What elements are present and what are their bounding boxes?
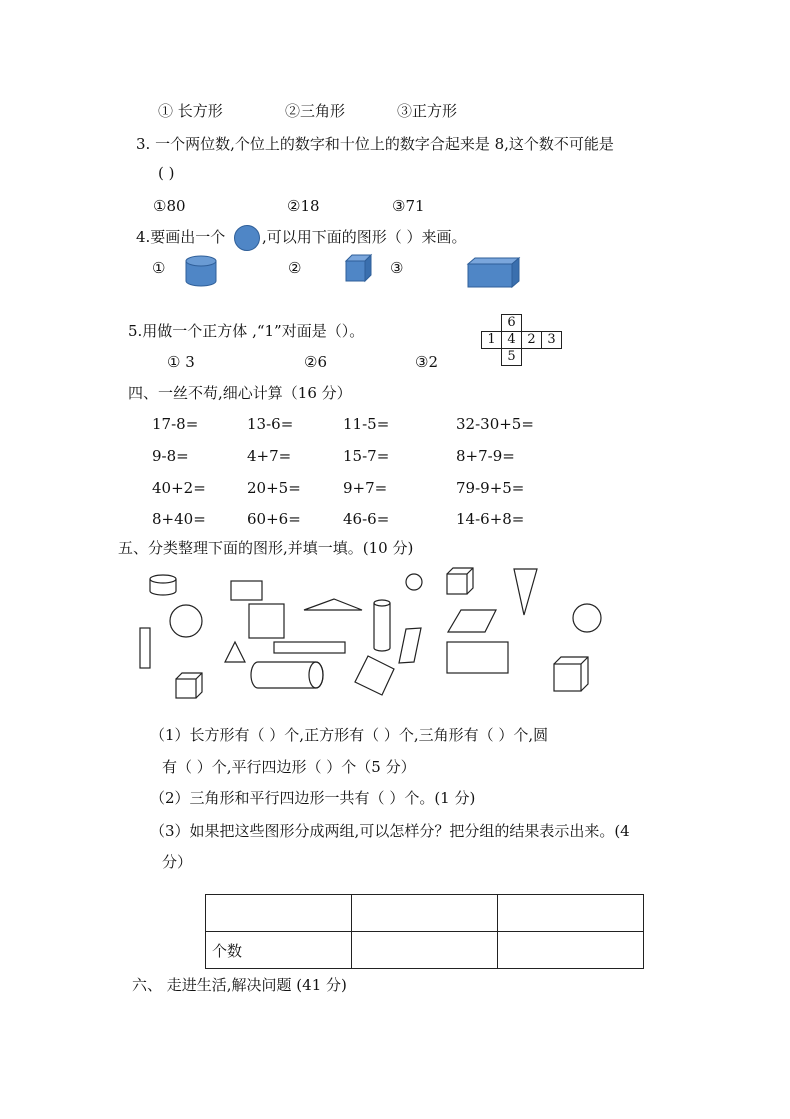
triangle-small [225, 642, 245, 662]
calc-4-4: 14-6+8= [456, 510, 525, 528]
calc-4-1: 8+40= [152, 510, 206, 528]
flat-triangle [304, 599, 362, 610]
table-row [206, 932, 644, 969]
calc-1-3: 11-5= [343, 415, 390, 433]
cylinder-shape [186, 256, 216, 286]
q3-option-3: ③71 [392, 197, 425, 215]
net-cell-6: 6 [501, 314, 522, 332]
cube-shape [346, 255, 371, 281]
cube-outline-right [554, 657, 588, 691]
q2-option-1: ① 长方形 [158, 102, 223, 120]
q3-option-2: ②18 [287, 197, 320, 215]
q5-text: 5.用做一个正方体 ,“1”对面是（）。 [128, 322, 365, 340]
net-cell-1: 1 [481, 331, 502, 349]
s5-q1-line1: （1）长方形有（ ）个,正方形有（ ）个,三角形有（ ）个,圆 [150, 726, 549, 744]
calc-2-1: 9-8= [152, 447, 189, 465]
square-rotated [355, 656, 394, 695]
calc-4-3: 46-6= [343, 510, 390, 528]
calc-2-3: 15-7= [343, 447, 390, 465]
calc-1-4: 32-30+5= [456, 415, 534, 433]
calc-1-2: 13-6= [247, 415, 294, 433]
table-label-count: 个数 [206, 932, 352, 969]
q5-option-1: ① 3 [167, 353, 195, 371]
net-cell-2: 2 [521, 331, 542, 349]
circle-outline-right [573, 604, 601, 632]
table-row [206, 895, 644, 932]
grouping-table [205, 894, 644, 969]
section5-title: 五、分类整理下面的图形,并填一填。(10 分) [118, 539, 414, 557]
calc-3-1: 40+2= [152, 479, 206, 497]
q5-option-3: ③2 [415, 353, 438, 371]
net-cell-5: 5 [501, 348, 522, 366]
s5-q3-line1: （3）如果把这些图形分成两组,可以怎样分？把分组的结果表示出来。(4 [150, 822, 630, 840]
q3-option-1: ①80 [153, 197, 186, 215]
parallelogram-outline [448, 610, 496, 632]
calc-2-4: 8+7-9= [456, 447, 515, 465]
cube-outline-top [447, 568, 473, 594]
q3-text: 3. 一个两位数,个位上的数字和十位上的数字合起来是 8,这个数不可能是 [136, 135, 614, 153]
square-outline [249, 604, 284, 638]
section4-title: 四、一丝不苟,细心计算（16 分） [128, 384, 352, 402]
calc-1-1: 17-8= [152, 415, 199, 433]
q4-text-before: 4.要画出一个 [136, 228, 226, 246]
cube-outline-small [176, 673, 202, 698]
rectangle-small [231, 581, 262, 600]
calc-2-2: 4+7= [247, 447, 292, 465]
parallelogram-slanted [399, 628, 421, 663]
circle-small [406, 574, 422, 590]
cylinder-outline-horizontal [251, 662, 323, 688]
calc-3-3: 9+7= [343, 479, 388, 497]
rectangle-outline [447, 642, 508, 673]
rectangle-thin-vertical [140, 628, 150, 668]
q4-option-2: ② [288, 259, 302, 277]
cylinder-outline-upright [374, 600, 390, 651]
q3-blank: ( ) [158, 164, 175, 182]
cuboid-shape [468, 258, 519, 287]
s5-q2: （2）三角形和平行四边形一共有（ ）个。(1 分) [150, 789, 476, 807]
table-cell[interactable] [206, 895, 352, 932]
q4-text-after: ,可以用下面的图形（ ）来画。 [262, 228, 467, 246]
table-cell[interactable] [352, 932, 498, 969]
net-cell-3: 3 [541, 331, 562, 349]
table-cell[interactable] [498, 932, 644, 969]
circle-outline [170, 605, 202, 637]
table-cell[interactable] [352, 895, 498, 932]
calc-3-4: 79-9+5= [456, 479, 525, 497]
q4-option-1: ① [152, 259, 166, 277]
calc-4-2: 60+6= [247, 510, 301, 528]
rectangle-long [274, 642, 345, 653]
q4-option-3: ③ [390, 259, 404, 277]
s5-q3-line2: 分） [162, 853, 193, 871]
cylinder-outline-small [150, 575, 176, 595]
q2-option-3: ③正方形 [397, 102, 458, 120]
s5-q1-line2: 有（ ）个,平行四边形（ ）个（5 分） [162, 758, 416, 776]
section6-title: 六、 走进生活,解决问题 (41 分) [132, 976, 347, 994]
calc-3-2: 20+5= [247, 479, 301, 497]
q5-option-2: ②6 [304, 353, 327, 371]
triangle-tall [514, 569, 537, 615]
net-cell-4: 4 [501, 331, 522, 349]
table-cell[interactable] [498, 895, 644, 932]
q2-option-2: ②三角形 [285, 102, 346, 120]
